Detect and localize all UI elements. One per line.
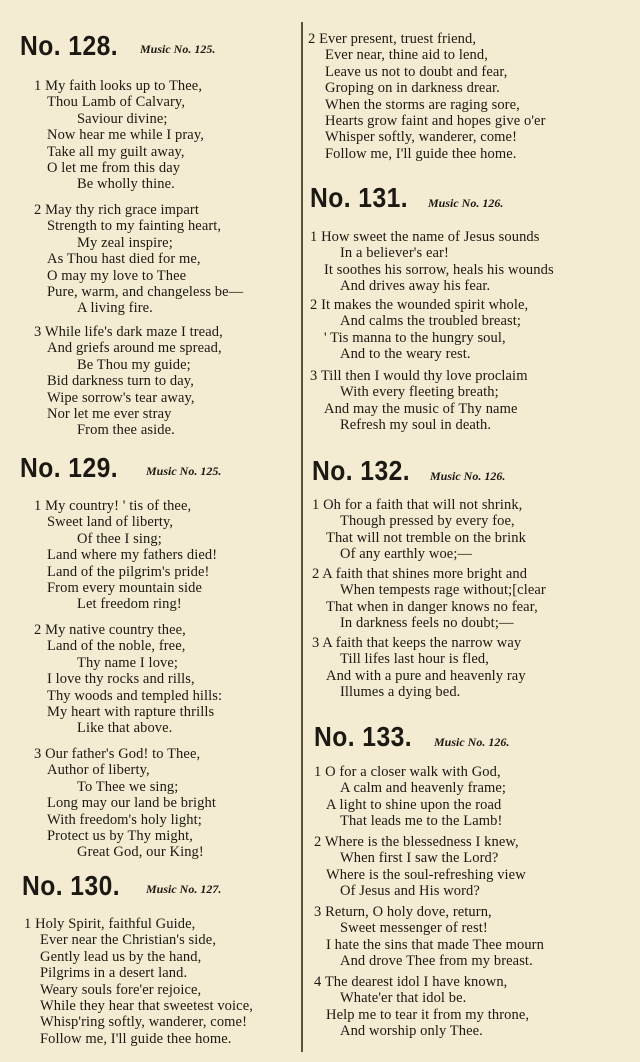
stanza <box>0 324 300 439</box>
verse-line: 2 A faith that shines more bright and <box>312 566 528 582</box>
verse-line: Protect us by Thy might, <box>47 828 193 845</box>
stanza <box>0 498 300 613</box>
verse-line: Follow me, I'll guide thee home. <box>40 1030 232 1047</box>
verse-line: And drove Thee from my breast. <box>340 953 533 970</box>
verse-line: And drives away his fear. <box>340 278 491 295</box>
verse-line: Thy woods and templed hills: <box>47 687 223 704</box>
verse-line: 2 It makes the wounded spirit whole, <box>310 297 529 313</box>
verse-line: A calm and heavenly frame; <box>340 780 507 797</box>
verse-line: And may the music of Thy name <box>324 400 518 417</box>
music-reference: Music No. 126. <box>428 196 504 210</box>
verse-line: When tempests rage without;[clear <box>340 582 546 599</box>
verse-line: Like that above. <box>77 720 173 737</box>
verse-line: Author of liberty, <box>47 762 150 779</box>
verse-line: 3 Return, O holy dove, return, <box>314 904 492 920</box>
verse-line: With every fleeting breath; <box>340 384 499 401</box>
verse-line: Of any earthly woe;— <box>340 546 473 563</box>
verse-line: Be Thou my guide; <box>77 356 191 373</box>
verse-line: 3 A faith that keeps the narrow way <box>312 635 522 651</box>
verse-line: Pilgrims in a desert land. <box>40 965 188 982</box>
verse-line: When the storms are raging sore, <box>325 96 520 113</box>
verse-line: That when in danger knows no fear, <box>326 598 538 615</box>
stanza <box>0 622 300 737</box>
verse-line: Whate'er that idol be. <box>340 990 467 1007</box>
verse-line: I love thy rocks and rills, <box>47 671 195 688</box>
verse-line: Long may our land be bright <box>47 795 217 812</box>
verse-line: Pure, warm, and changeless be— <box>47 284 244 301</box>
verse-line: O may my love to Thee <box>47 267 187 284</box>
hymn-heading <box>20 30 131 62</box>
verse-line: From every mountain side <box>47 580 203 597</box>
verse-line: 1 How sweet the name of Jesus sounds <box>310 229 540 245</box>
verse-line: O let me from this day <box>47 160 181 177</box>
verse-line: Be wholly thine. <box>77 176 175 193</box>
hymn-heading <box>310 182 421 214</box>
verse-line: Great God, our King! <box>77 844 204 861</box>
verse-line: My heart with rapture thrills <box>47 704 215 721</box>
verse-line: 1 My country! ' tis of thee, <box>34 498 192 514</box>
music-reference: Music No. 125. <box>146 464 222 478</box>
verse-line: As Thou hast died for me, <box>47 251 201 268</box>
verse-line: It soothes his sorrow, heals his wounds <box>324 261 554 278</box>
verse-line: Now hear me while I pray, <box>47 127 204 144</box>
verse-line: Wipe sorrow's tear away, <box>47 389 195 406</box>
music-reference: Music No. 126. <box>434 735 510 749</box>
verse-line: Gently lead us by the hand, <box>40 948 202 965</box>
verse-line: 3 Till then I would thy love proclaim <box>310 368 528 384</box>
stanza <box>304 635 640 701</box>
verse-line: To Thee we sing; <box>77 778 179 795</box>
verse-line: With freedom's holy light; <box>47 811 202 828</box>
stanza <box>304 566 640 632</box>
verse-line: 3 Our father's God! to Thee, <box>34 746 201 762</box>
verse-line: Thou Lamb of Calvary, <box>47 94 186 111</box>
verse-line: 1 My faith looks up to Thee, <box>34 78 203 94</box>
music-reference: Music No. 127. <box>146 882 222 896</box>
verse-line: Follow me, I'll guide thee home. <box>325 145 517 162</box>
hymn-number: No. 129. <box>20 452 119 483</box>
verse-line: Ever near the Christian's side, <box>40 932 217 949</box>
verse-line: When first I saw the Lord? <box>340 850 499 867</box>
verse-line: 2 Where is the blessedness I knew, <box>314 834 519 850</box>
verse-line: Nor let me ever stray <box>47 406 172 423</box>
stanza <box>304 764 640 830</box>
verse-line: And worship only Thee. <box>340 1023 483 1040</box>
verse-line: From thee aside. <box>77 422 175 439</box>
verse-line: In darkness feels no doubt;— <box>340 615 514 632</box>
verse-line: And griefs around me spread, <box>47 340 222 357</box>
stanza <box>304 974 640 1040</box>
stanza <box>304 904 640 970</box>
verse-line: Saviour divine; <box>77 110 168 127</box>
verse-line: A living fire. <box>77 300 153 317</box>
verse-line: Land of the pilgrim's pride! <box>47 563 210 580</box>
verse-line: 2 My native country thee, <box>34 622 186 638</box>
verse-line: Land where my fathers died! <box>47 547 218 564</box>
verse-line: And to the weary rest. <box>340 346 471 363</box>
verse-line: Thy name I love; <box>77 654 179 671</box>
verse-line: Whisper softly, wanderer, come! <box>325 129 518 146</box>
hymn-heading <box>314 721 425 753</box>
verse-line: 4 The dearest idol I have known, <box>314 974 508 990</box>
verse-line: In a believer's ear! <box>340 245 449 262</box>
stanza <box>0 746 300 861</box>
verse-line: And calms the troubled breast; <box>340 313 521 330</box>
hymn-heading <box>312 455 423 487</box>
stanza <box>304 229 640 295</box>
verse-line: 3 While life's dark maze I tread, <box>34 324 223 340</box>
verse-line: Weary souls fore'er rejoice, <box>40 981 202 998</box>
verse-line: That leads me to the Lamb! <box>340 813 503 830</box>
stanza <box>0 202 300 317</box>
verse-line: And with a pure and heavenly ray <box>326 667 526 684</box>
hymn-number: No. 131. <box>310 182 409 213</box>
stanza <box>304 368 640 434</box>
verse-line: Of thee I sing; <box>77 530 162 547</box>
verse-line: 2 May thy rich grace impart <box>34 202 199 218</box>
stanza <box>304 497 640 563</box>
verse-line: Of Jesus and His word? <box>340 883 480 900</box>
hymn-heading <box>22 870 133 902</box>
verse-line: Sweet land of liberty, <box>47 514 174 531</box>
verse-line: 1 Holy Spirit, faithful Guide, <box>24 916 196 932</box>
hymn-number: No. 128. <box>20 30 119 61</box>
verse-line: While they hear that sweetest voice, <box>40 998 253 1015</box>
verse-line: Illumes a dying bed. <box>340 684 461 701</box>
verse-line: Though pressed by every foe, <box>340 513 515 530</box>
music-reference: Music No. 125. <box>140 42 216 56</box>
verse-line: Till lifes last hour is fled, <box>340 651 489 668</box>
verse-line: Hearts grow faint and hopes give o'er <box>325 113 546 130</box>
hymn-number: No. 132. <box>312 455 411 486</box>
verse-line: Bid darkness turn to day, <box>47 373 194 390</box>
stanza <box>304 31 640 162</box>
verse-line: 2 Ever present, truest friend, <box>308 31 477 47</box>
hymn-number: No. 130. <box>22 870 121 901</box>
verse-line: That will not tremble on the brink <box>326 529 526 546</box>
verse-line: My zeal inspire; <box>77 234 173 251</box>
stanza <box>0 916 300 1047</box>
verse-line: Help me to tear it from my throne, <box>326 1006 530 1023</box>
stanza <box>304 834 640 900</box>
verse-line: Groping on in darkness drear. <box>325 80 500 97</box>
verse-line: ' Tis manna to the hungry soul, <box>324 329 506 346</box>
verse-line: 1 Oh for a faith that will not shrink, <box>312 497 523 513</box>
stanza <box>0 78 300 193</box>
music-reference: Music No. 126. <box>430 469 506 483</box>
column-divider <box>301 22 303 1052</box>
verse-line: Land of the noble, free, <box>47 638 186 655</box>
verse-line: Where is the soul-refreshing view <box>326 866 526 883</box>
verse-line: Whisp'ring softly, wanderer, come! <box>40 1014 248 1031</box>
verse-line: Let freedom ring! <box>77 596 182 613</box>
verse-line: Refresh my soul in death. <box>340 417 492 434</box>
verse-line: Sweet messenger of rest! <box>340 920 488 937</box>
verse-line: Leave us not to doubt and fear, <box>325 63 508 80</box>
verse-line: 1 O for a closer walk with God, <box>314 764 501 780</box>
stanza <box>304 297 640 363</box>
hymn-heading <box>20 452 131 484</box>
verse-line: Take all my guilt away, <box>47 143 185 160</box>
verse-line: Strength to my fainting heart, <box>47 218 222 235</box>
verse-line: Ever near, thine aid to lend, <box>325 47 488 64</box>
verse-line: A light to shine upon the road <box>326 796 502 813</box>
hymn-number: No. 133. <box>314 721 413 752</box>
verse-line: I hate the sins that made Thee mourn <box>326 936 544 953</box>
